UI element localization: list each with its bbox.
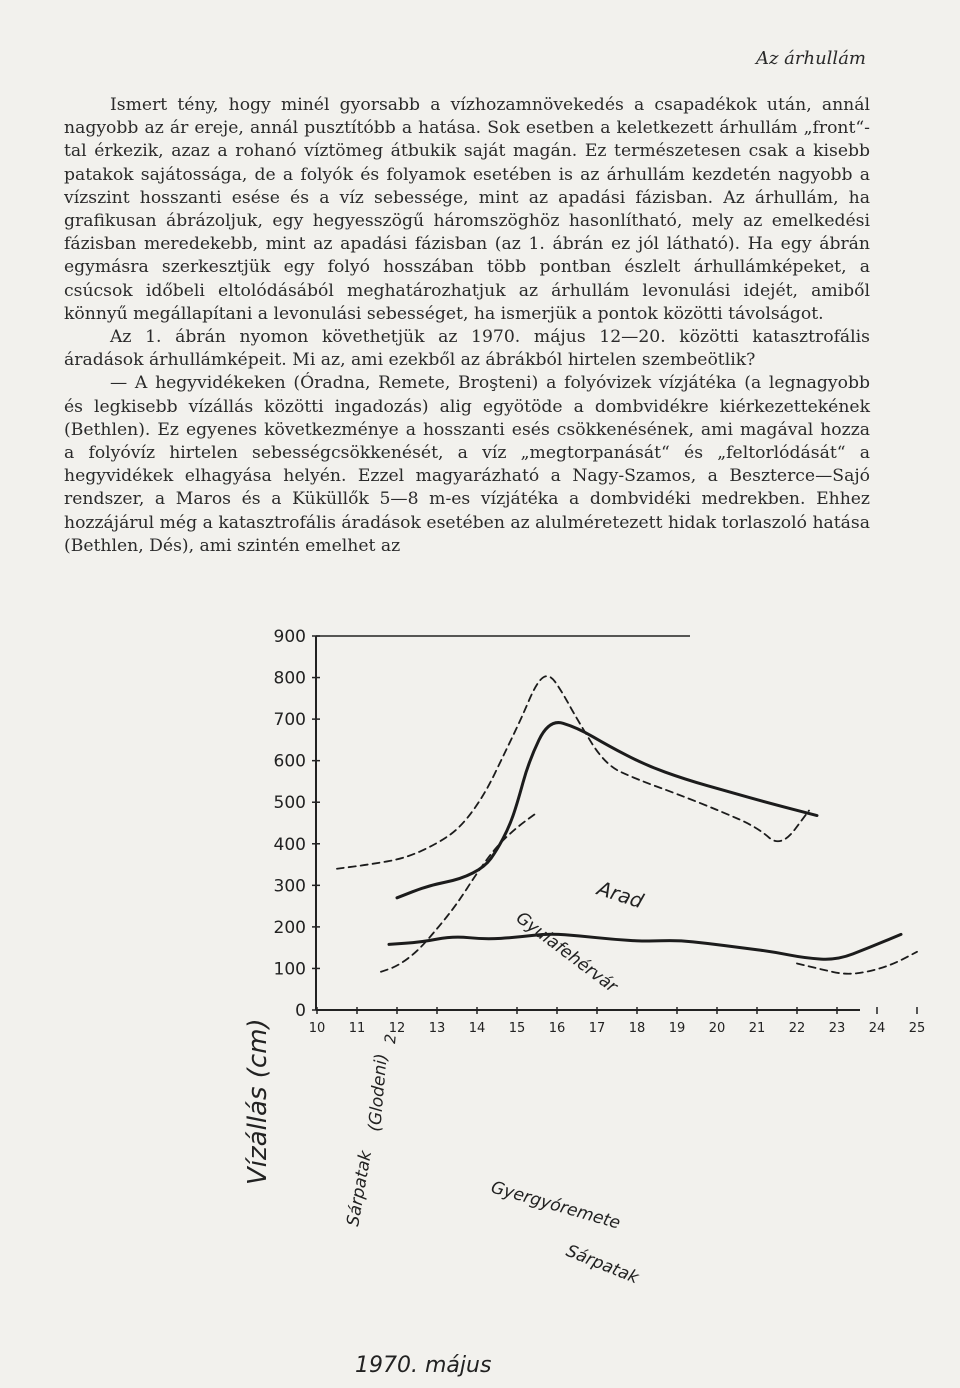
- series-lines: [337, 676, 917, 974]
- paragraph-3: — A hegyvidékeken (Óradna, Remete, Broşteni) a folyóvizek vízjátéka (a legnagyobb és legkisebb vízállás közötti ingadozás) alig egyötöde a dombvidékre kiérkezettekének (Bethlen). Ez egyenes következménye a hosszanti esés csökkenésének, ami magával hozza a folyóvíz hirtelen sebességcsökkenését, a víz „megtorpanását“ és „feltorlódását“ a hegyvidékek elhagyása helyén. Ezzel magyarázható a Nagy-Szamos, a Beszterce—Sajó rendszer, a Maros és a Küküllők 5—8 m-es vízjátéka a dombvidéki medrekben. Ehhez hozzájárul még a katasztrofális áradások esetében az alulméretezett hidak torlaszoló hatása (Bethlen, Dés), ami szintén emelhet az: [64, 373, 870, 556]
- y-tick-label: 700: [273, 710, 306, 731]
- x-tick-label: 13: [428, 1021, 446, 1036]
- y-tick-label: 300: [273, 876, 306, 897]
- annotation-2: 2: [381, 1033, 400, 1045]
- annotation-sarpatak-vertical: Sárpatak: [343, 1149, 377, 1228]
- x-tick-label: 14: [468, 1021, 486, 1036]
- y-tick-label: 400: [273, 834, 306, 855]
- y-tick-label: 0: [295, 1001, 306, 1021]
- y-tick-label: 200: [273, 917, 306, 938]
- x-tick-label: 21: [748, 1021, 766, 1036]
- hydrograph-chart: [220, 620, 926, 1380]
- y-tick-label: 800: [273, 668, 306, 689]
- x-tick-label: 19: [668, 1021, 686, 1036]
- annotation-gyulafehervar: Gyulafehérvár: [511, 908, 621, 997]
- x-tick-label: 24: [868, 1021, 886, 1036]
- series-line-arad: [397, 723, 817, 898]
- x-tick-label: 20: [708, 1021, 726, 1036]
- x-tick-label: 11: [348, 1021, 366, 1036]
- x-tick-label: 12: [388, 1021, 406, 1036]
- x-axis-label: 1970. május: [355, 1353, 492, 1378]
- x-tick-label: 18: [628, 1021, 646, 1036]
- x-tick-label: 15: [508, 1021, 526, 1036]
- x-ticks: [309, 1007, 926, 1036]
- x-tick-label: 10: [308, 1021, 326, 1036]
- series-line-gyergyoremete: [389, 934, 901, 959]
- figure-1: [220, 620, 926, 1380]
- y-tick-label: 600: [273, 751, 306, 772]
- body-text: [64, 94, 870, 558]
- x-tick-label: 22: [788, 1021, 806, 1036]
- annotation-glodeni: (Glodeni): [365, 1052, 392, 1133]
- series-line-gyulafehervar: [337, 676, 809, 869]
- series-line-sarpatak: [797, 952, 917, 974]
- x-tick-label: 16: [548, 1021, 566, 1036]
- y-tick-label: 900: [273, 627, 306, 647]
- paragraph-2: Az 1. ábrán nyomon követhetjük az 1970. május 12—20. közötti katasztrofális áradások árhullámképeit. Mi az, ami ezekből az ábrákból hirtelen szembeötlik?: [64, 327, 870, 371]
- annotation-sarpatak-bottom: Sárpatak: [563, 1241, 642, 1289]
- x-tick-label: 23: [828, 1021, 846, 1036]
- y-ticks: [274, 627, 320, 1021]
- paragraph-1: Ismert tény, hogy minél gyorsabb a vízhozamnövekedés a csapadékok után, annál nagyobb az ár ereje, annál pusztítóbb a hatása. Sok esetben a keletkezett árhullám „front“-tal érkezik, azaz a rohanó víztömeg átbukik saját magán. Ez természetesen csak a kisebb patakok sajátossága, de a folyók és folyamok esetében is az árhullám kezdetén nagyobb a vízszint hosszanti esése és a víz sebessége, mint az apadási fázisban. Az árhullám, ha grafikusan ábrázoljuk, egy hegyesszögű háromszöghöz hasonlítható, mely az emelkedési fázisban meredekebb, mint az apadási fázisban (az 1. ábrán ez jól látható). Ha egy ábrán egymásra szerkesztjük egy folyó hosszában több pontban észlelt árhullámképeket, a csúcsok időbeli eltolódásából meghatározhatjuk az árhullám levonulási idejét, amiből könnyű megállapítani a levonulási sebességet, ha ismerjük a pontok közötti távolságot.: [64, 95, 870, 324]
- x-tick-label: 25: [908, 1021, 926, 1036]
- series-line-sarpatak: [381, 813, 537, 972]
- running-head: Az árhullám: [755, 48, 866, 69]
- y-axis-label: Vízállás (cm): [243, 1018, 273, 1185]
- annotation-arad: Arad: [594, 875, 647, 914]
- y-tick-label: 500: [273, 793, 306, 814]
- annotation-gyergyoremete: Gyergyóremete: [488, 1177, 623, 1234]
- x-tick-label: 17: [588, 1021, 606, 1036]
- y-tick-label: 100: [273, 959, 306, 980]
